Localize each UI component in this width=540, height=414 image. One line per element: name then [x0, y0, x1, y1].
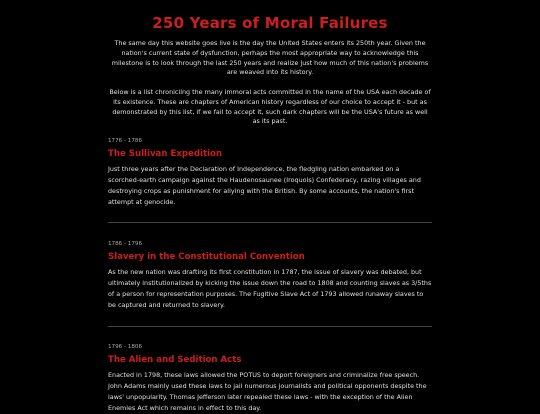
intro-paragraph-2: Below is a list chronicling the many immoral acts committed in the name of the USA each decade of its existence. These are chapters of American history regardless of our choice to accept it - but as demonstrated by this list, if we fail to accept it, such dark chapters will be the USA's future as well as its past. [109, 88, 431, 126]
section-heading: The Sullivan Expedition [108, 149, 223, 159]
decade-range: 1796 - 1806 [108, 344, 143, 350]
intro-paragraph-1: The same day this website goes live is the day the United States enters its 250th year. Given the nation's current state of dysfunction, perhaps the most appropriate way to acknowledge this milestone is to look through the last 250 years and realize just how much of this nation's problems are weaved into its history. [111, 39, 429, 77]
section-heading: Slavery in the Constitutional Convention [108, 252, 305, 262]
section-body: Just three years after the Declaration of Independence, the fledgling nation embarked on a scorched-earth campaign against the Haudenosaunee (Iroquois) Confederacy, razing villages and destroying crops as punishment for allying with the British. By some accounts, the nation's first attempt at genocide. [108, 165, 421, 206]
section-divider [108, 222, 432, 223]
section-body: As the new nation was drafting its first constitution in 1787, the issue of slavery was debated, but ultimately institutionalized by kicking the issue down the road to 1808 and counting slaves as 3/5ths of a person for representation purposes. The Fugitive Slave Act of 1793 allowed runaway slaves to be captured and returned to slavery. [108, 268, 432, 309]
section-body: Enacted in 1798, these laws allowed the POTUS to deport foreigners and criminalize free speech. John Adams mainly used these laws to jail numerous journalists and political opponents despite the laws' unpopularity. Thomas Jefferson later repealed these laws - with the exception of the Alien Enemies Act which remains in effect to this day. [108, 371, 427, 412]
page-header [0, 14, 540, 32]
section-heading: The Alien and Sedition Acts [108, 355, 242, 365]
decade-range: 1786 - 1796 [108, 241, 143, 247]
page-title: 250 Years of Moral Failures [152, 14, 388, 32]
decade-range: 1776 - 1786 [108, 138, 143, 144]
section-divider [108, 326, 432, 327]
